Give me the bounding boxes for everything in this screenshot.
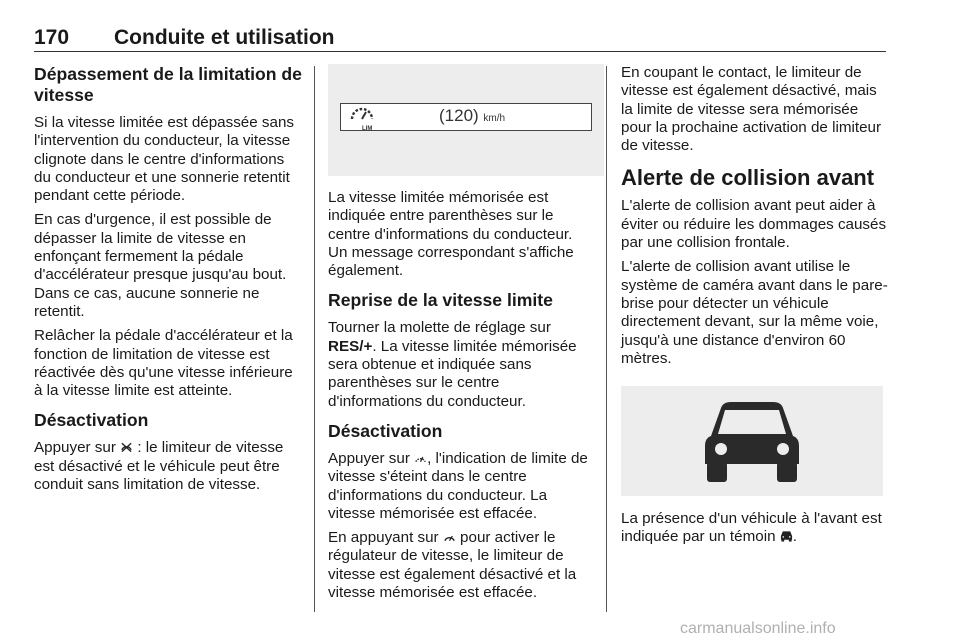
section-heading-resume: Reprise de la vitesse limite [328,290,553,311]
section-heading-deactivation: Désactivation [34,410,149,431]
watermark: carmanualsonline.info [680,620,836,637]
paragraph: Appuyer sur : le limiteur de vitesse est désactivé et le véhicule peut être conduit sans limitation de vitesse. [34,439,284,494]
paragraph: En coupant le contact, le limiteur de vitesse est également désactivé, mais la limite de vitesse sera mémorisée pour la prochaine activation de limiteur de vitesse. [621,64,882,155]
paragraph: L'alerte de collision avant peut aider à éviter ou réduire les dommages causés par une collision frontale. [621,197,887,252]
lim-label: LIM [362,126,373,132]
speed-readout: (120) km/h [439,106,506,125]
paragraph: En appuyant sur pour activer le régulateur de vitesse, le limiteur de vitesse est également désactivé et la vitesse mémorisée est effacée. [328,529,577,602]
speed-display-figure [328,64,604,176]
column-3 [621,64,889,553]
paragraph: Si la vitesse limitée est dépassée sans l'intervention du conducteur, la vitesse clignote dans le centre d'informations du conducteur et une sonnerie retentit pendant cette période. [34,114,295,205]
speed-limiter-icon [349,106,375,121]
paragraph: Relâcher la pédale d'accélérateur et la fonction de limitation de vitesse est réactivée dès qu'une vitesse inférieure à la vitesse limite est atteinte. [34,327,293,400]
paragraph: Appuyer sur , l'indication de limite de vitesse s'éteint dans le centre d'informations du conducteur. La vitesse mémorisée est effacée. [328,449,588,522]
paragraph: La présence d'un véhicule à l'avant est indiquée par un témoin . [621,510,882,546]
speed-limiter-off-icon [120,441,133,453]
speed-limiter-icon-inline [414,452,427,464]
section-heading-overspeed: Dépassement de la limitation de vitesse [34,64,302,105]
chapter-title: Conduite et utilisation [114,26,335,49]
res-plus-label: RES/+ [328,337,373,355]
cruise-control-icon [443,531,456,543]
section-heading-collision: Alerte de collision avant [621,165,875,191]
column-2 [328,64,594,608]
column-divider-2 [606,66,607,612]
page-number: 170 [34,26,70,49]
speed-unit: km/h [483,113,506,124]
column-divider-1 [314,66,315,612]
page-header [34,26,886,52]
vehicle-ahead-icon [699,398,805,484]
paragraph: En cas d'urgence, il est possible de dépasser la limite de vitesse en enfonçant fermement la pédale d'accélérateur presque jusqu'au bout. Dans ce cas, aucune sonnerie ne retentit. [34,211,287,320]
paragraph: Tourner la molette de réglage sur RES/+. La vitesse limitée mémorisée sera obtenue et indiquée sans parenthèses sur le centre d'informations du conducteur. [328,319,577,410]
paragraph: L'alerte de collision avant utilise le système de caméra avant dans le pare-brise pour détecter un véhicule directement devant, sur la même voie, jusqu'à une distance d'environ 60 mètres. [621,258,888,367]
vehicle-ahead-indicator-icon [780,530,793,542]
section-heading-deactivation-2: Désactivation [328,420,443,441]
driver-info-display [340,103,592,131]
header-rule [34,51,886,52]
paragraph: La vitesse limitée mémorisée est indiquée entre parenthèses sur le centre d'informations du conducteur. Un message correspondant s'affiche également. [328,189,574,280]
column-1 [34,64,302,500]
vehicle-warning-figure [621,386,883,496]
